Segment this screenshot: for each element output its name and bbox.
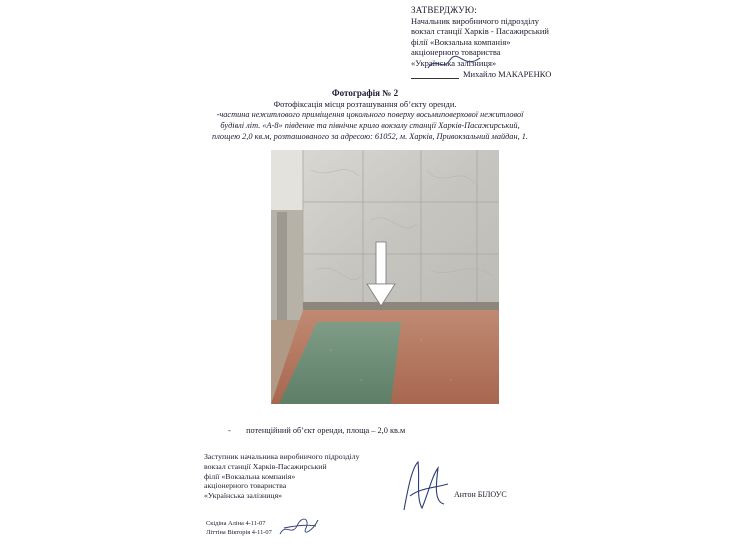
approval-line-2: вокзал станції Харків - Пасажирський: [411, 26, 549, 37]
document-subtitle: Фотофіксація місця розташування об’єкту оренди.: [273, 99, 457, 109]
approval-signature: [424, 52, 484, 74]
deputy-line-2: вокзал станції Харків-Пасажирський: [204, 461, 327, 471]
description-line-1: -частина нежитлового приміщення цокольного поверху восьмиповерхової нежитлової: [216, 110, 524, 119]
contacts-signature: [276, 508, 320, 542]
deputy-line-1: Заступник начальника виробничого підрозділу: [204, 452, 360, 461]
approval-line-4: акціонерного товариства: [411, 47, 501, 58]
photo-caption: [228, 426, 405, 435]
object-description: [190, 109, 550, 142]
location-photo-drawing: [271, 150, 499, 404]
contacts: [206, 520, 272, 537]
approval-line-3: філії «Вокзальна компанія»: [411, 36, 511, 47]
approval-line-1: Начальник виробничого підрозділу: [411, 15, 539, 26]
document-title: Фотографія № 2: [331, 88, 399, 98]
approval-line-5: «Українська залізниця»: [411, 57, 497, 68]
contact-1: Скідіна Аліна 4-11-07: [206, 520, 266, 527]
deputy-line-3: філії «Вокзальна компанія»: [204, 471, 296, 481]
approval-name: Михайло МАКАРЕНКО: [463, 68, 552, 79]
deputy-block: [204, 452, 424, 501]
deputy-line-4: акціонерного товариства: [204, 481, 287, 491]
deputy-line-5: «Українська залізниця»: [204, 491, 283, 501]
caption-text: потенційний об’єкт оренди, площа – 2,0 кв.м: [246, 426, 406, 435]
deputy-signature: [398, 458, 454, 518]
approval-heading: ЗАТВЕРДЖУЮ:: [411, 5, 477, 15]
description-line-3: площею 2,0 кв.м, розташованого за адресою: 61052, м. Харків, Привокзальний майдан, 1.: [212, 132, 528, 141]
contact-2: Літтіна Вікторія 4-11-07: [206, 528, 272, 536]
description-line-2: будівлі літ. «А-8» південне та північне крило вокзалу станції Харків-Пасажирський,: [220, 121, 520, 130]
location-photo: [271, 150, 499, 404]
caption-bullet: -: [228, 426, 231, 435]
deputy-name: Антон БІЛОУС: [454, 490, 507, 499]
